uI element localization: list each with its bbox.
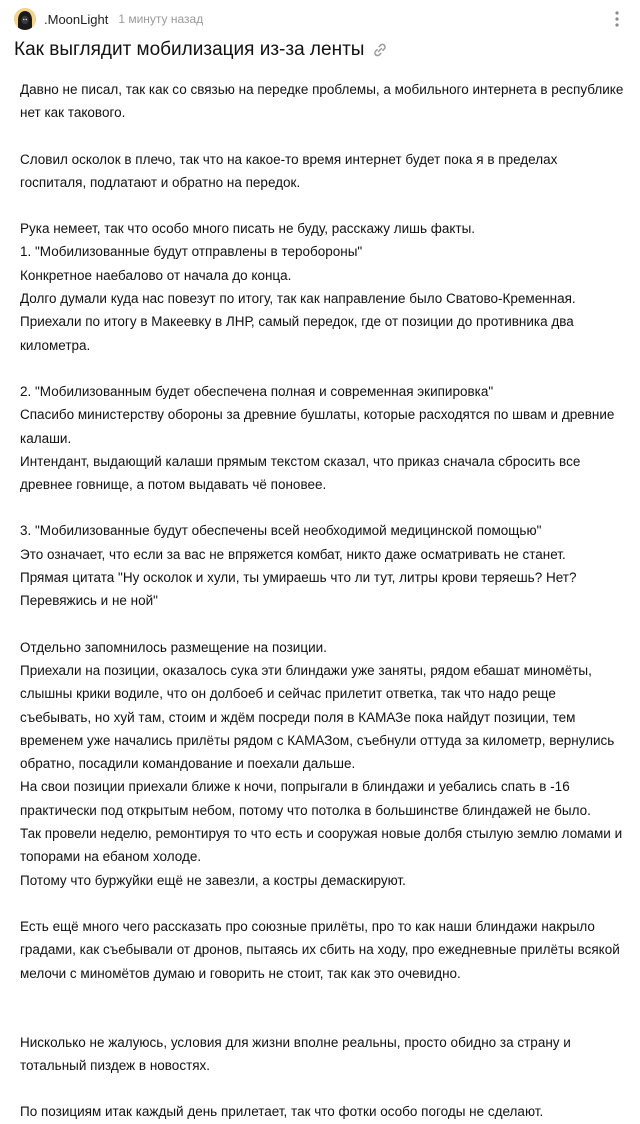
post-body	[20, 78, 626, 1124]
more-dots-icon[interactable]	[608, 10, 626, 28]
avatar[interactable]	[14, 8, 36, 30]
story-paragraph: Рука немеет, так что особо много писать не буду, расскажу лишь факты. 1. "Мобилизованные будут отправлены в теробороны" Конкретное наебалово от начала до конца. Долго думали куда нас повезут по итогу, так как направление было Сватово-Кременная. Приехали по итогу в Макеевку в ЛНР, самый передок, где от позиции до противника два километра.	[20, 221, 576, 353]
story-paragraph: Давно не писал, так как со связью на передке проблемы, а мобильного интернета в республике нет как такового.	[20, 82, 628, 121]
story-paragraph: 3. "Мобилизованные будут обеспечены всей необходимой медицинской помощью" Это означает, что если за вас не впряжется комбат, никто даже осматривать не станет. Прямая цитата "Ну осколок и хули, ты умираешь что ли тут, литры крови теряешь? Нет? Перевяжись и не ной"	[20, 523, 577, 609]
link-icon[interactable]	[372, 42, 388, 58]
author-name[interactable]: .MoonLight	[44, 11, 109, 27]
story-paragraph: Есть ещё много чего рассказать про союзные прилёты, про то как наши блиндажи накрыло градами, как съебывали от дронов, пытаясь их сбить на ходу, про ежедневные прилёты всякой мелочи с миномётов думаю и говорить не стоит, так как это очевидно.	[20, 918, 624, 981]
post-time: 1 минуту назад	[118, 12, 204, 26]
post-header	[14, 8, 626, 30]
story-paragraph: Словил осколок в плечо, так что на какое-то время интернет будет пока я в пределах госпиталя, подлатают и обратно на передок.	[20, 151, 562, 190]
story-paragraph: По позициям итак каждый день прилетает, так что фотки особо погоды не сделают.	[20, 1104, 544, 1120]
story-paragraph: Отдельно запомнилось размещение на позиции. Приехали на позиции, оказалось сука эти блиндажи уже заняты, рядом ебашат миномёты, слышны крики водиле, что он долбоеб и сейчас прилетит ответка, так что надо реще съебывать, но хуй там, стоим и ждём посреди поля в КАМАЗе пока найдут позиции, тем временем уже начались прилёты рядом с КАМАЗом, съебнули оттуда за километр, вернулись обратно, посадили командование и поехали дальше. На свои позиции приехали ближе к ночи, попрыгали в блиндажи и уебались спать в -16 практически под открытым небом, потому что потолка в большинстве блиндажей не было. Так провели неделю, ремонтируя то что есть и сооружая новые долбя стылую землю ломами и топорами на ебаном холоде. Потому что буржуйки ещё не завезли, а костры демаскируют.	[20, 639, 623, 888]
story-paragraph: 2. "Мобилизованным будет обеспечена полная и современная экипировка" Спасибо министерству обороны за древние бушлаты, которые расходятся по швам и древние калаши. Интендант, выдающий калаши прямым текстом сказал, что приказ сначала сбросить все древнее говнище, а потом выдавать чё поновее.	[20, 383, 615, 493]
hooded-figure-icon	[14, 8, 36, 30]
post-title-row	[14, 38, 626, 62]
post-title[interactable]: Как выглядит мобилизация из-за ленты	[14, 39, 365, 60]
story-paragraph: Нисколько не жалуюсь, условия для жизни вполне реальны, просто обидно за страну и тотальный пиздеж в новостях.	[20, 1034, 575, 1074]
